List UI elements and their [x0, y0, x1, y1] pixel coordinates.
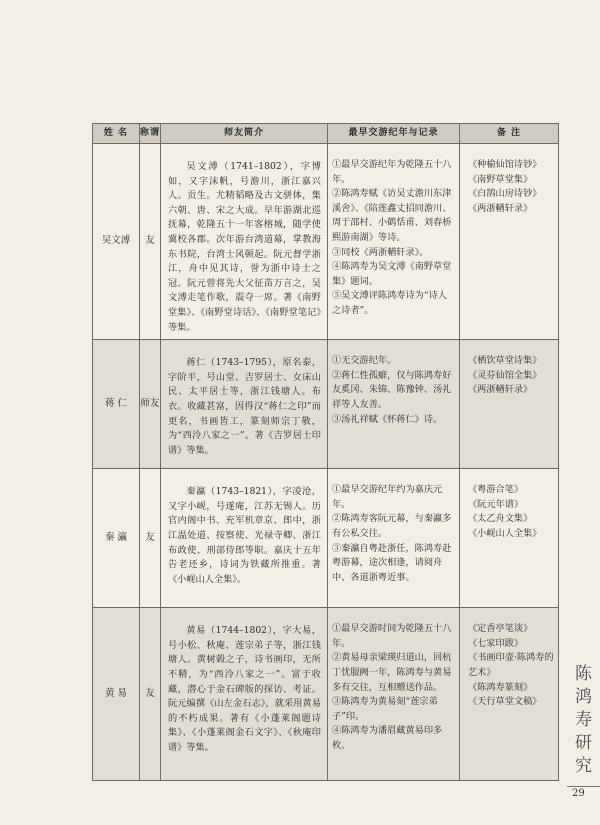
work-line: 《两浙輶轩录》: [468, 202, 533, 214]
row-bio: 吴文溥（1741–1802），字博如，又字沫帆，号澹川，浙江嘉兴人。贡生。尤精韬略及古文骈体，集六朝、唐、宋之大成。早年游湖北巡抚幕，乾隆五十一年客榕城，随学使冀校各郡。次年游台湾道幕，掌教海东书院，台湾士风顿起。阮元督学浙江，舟中见其诗，誉为浙中诗士之冠。阮元曾将先大父征苗万言之，吴文溥走笔作歌，震夺一席。著《南野堂集》、《南野堂诗话》、《南野堂笔记》等集。: [161, 144, 328, 340]
record-line: ③汤礼祥赋《怀蒋仁》诗。: [332, 413, 443, 425]
row-works: [460, 608, 559, 781]
row-title: 师友: [140, 340, 161, 469]
table-row: [93, 340, 559, 469]
record-line: ③秦瀛自粤赴浙任，陈鸿寿赴粤游幕，途次相逢，请阅舟中、各道浙粤近事。: [332, 542, 452, 583]
table-row: [93, 608, 559, 781]
row-records: [328, 469, 460, 608]
work-line: 《天行草堂文稿》: [468, 696, 542, 708]
record-line: ④陈鸿寿为潘眉藏黄易印多枚。: [332, 725, 443, 751]
work-line: 《种榆仙馆诗钞》: [468, 159, 542, 170]
work-line: 《七家印跋》: [468, 637, 524, 649]
row-name: 秦 瀛: [93, 469, 140, 608]
row-bio: 蒋仁（1743–1795），原名泰，字阶平，号山堂、吉罗居士、女床山民、太平居士等，浙江钱塘人。布衣。收藏甚富，因得汉“蒋仁之印”而更名，书画皆工，篆刻师宗丁敬，为“西泠八家之一”。著《吉罗居士印谱》等集。: [161, 340, 328, 469]
record-line: ②黄易母亲梁瑛归道山，回杭丁忧服阙一年，陈鸿寿与黄易多有交往，互相赠送作品。: [332, 652, 452, 693]
page-number: 29: [572, 788, 585, 799]
work-line: 《两浙輶轩录》: [468, 384, 533, 396]
row-records: [328, 340, 460, 469]
record-line: ③同校《两浙輶轩录》。: [332, 246, 429, 258]
work-line: 《粤游合笔》: [468, 484, 524, 496]
record-line: ②陈鸿寿赋《访吴丈澹川东津溪舍》、《陪莲鑫丈招同澹川、周于邵村、小鹤恬甫、刘春桥熙游南湖》等诗。: [332, 188, 452, 243]
work-line: 《小岘山人全集》: [468, 527, 542, 539]
work-line: 《定香亭笔谈》: [468, 623, 533, 635]
record-line: ①最早交游时间为乾隆五十八年。: [332, 623, 452, 649]
header-record: 最早交游纪年与记录: [328, 124, 460, 144]
row-title: 友: [140, 144, 161, 340]
record-line: ①无交游纪年。: [332, 355, 397, 367]
row-works: [460, 469, 559, 608]
table-row: [93, 144, 559, 340]
row-name: 蒋 仁: [93, 340, 140, 469]
record-line: ②蒋仁性孤癖，仅与陈鸿寿好友奚冈、朱锦、陈豫钟、汤礼祥等人友善。: [332, 369, 452, 410]
row-title: 友: [140, 608, 161, 781]
header-bio: 师友简介: [161, 124, 328, 144]
record-line: ②陈鸿寿客阮元幕，与秦瀛多有公私交往。: [332, 513, 452, 539]
work-line: 《白鹄山房诗钞》: [468, 188, 542, 200]
running-title: 陈鸿寿研究: [571, 664, 591, 779]
row-works: [460, 340, 559, 469]
header-title: 称谓: [140, 124, 161, 144]
work-line: 《书画印壶·陈鸿寿的艺术》: [468, 652, 554, 678]
record-line: ③陈鸿寿为黄易刻“莲宗弟子”印。: [332, 696, 438, 722]
work-line: 《栖饮草堂诗集》: [468, 355, 542, 367]
record-line: ①最早交游纪年为乾隆五十八年。: [332, 159, 452, 185]
work-line: 《阮元年谱》: [468, 498, 524, 510]
row-title: 友: [140, 469, 161, 608]
table-row: [93, 469, 559, 608]
work-line: 《陈鸿寿篆刻》: [468, 681, 533, 693]
friends-table: [92, 123, 559, 781]
row-records: [328, 144, 460, 340]
row-bio: 秦瀛（1743–1821），字凌沧，又字小岘，号遂庵，江苏无锡人。历官内阁中书、充军机章京、郎中，浙江温处道、按察使、光禄寺卿、浙江布政使、刑部侍郎等职。嘉庆十五年告老还乡，诗词为铁藏所推重。著《小岘山人全集》。: [161, 469, 328, 608]
work-line: 《灵芬仙馆全集》: [468, 369, 542, 381]
row-name: 吴文溥: [93, 144, 140, 340]
row-records: [328, 608, 460, 781]
table-header-row: [93, 124, 559, 144]
row-works: [460, 144, 559, 340]
work-line: 《太乙舟文集》: [468, 513, 533, 525]
row-name: 黄 易: [93, 608, 140, 781]
row-bio: 黄易（1744–1802），字大易，号小松、秋庵、莲宗弟子等，浙江钱塘人。黄树榖之子，诗书画印，无所不精，为“西泠八家之一”。富于收藏，潜心于金石碑版的探访、考证。阮元编撰《山左金石志》，就采用黄易的不朽成果。著有《小蓬莱阁题诗集》、《小蓬莱阁金石文字》、《秋庵印谱》等集。: [161, 608, 328, 781]
record-line: ①最早交游纪年约为嘉庆元年。: [332, 484, 443, 510]
header-notes: 备 注: [460, 124, 559, 144]
header-name: 姓 名: [93, 124, 140, 144]
work-line: 《南野草堂集》: [468, 173, 533, 185]
record-line: ⑤吴文溥评陈鸿寿诗为“诗人之诗者”。: [332, 290, 447, 316]
page-divider: [567, 786, 600, 787]
record-line: ④陈鸿寿为吴文溥《南野草堂集》题词。: [332, 261, 452, 287]
